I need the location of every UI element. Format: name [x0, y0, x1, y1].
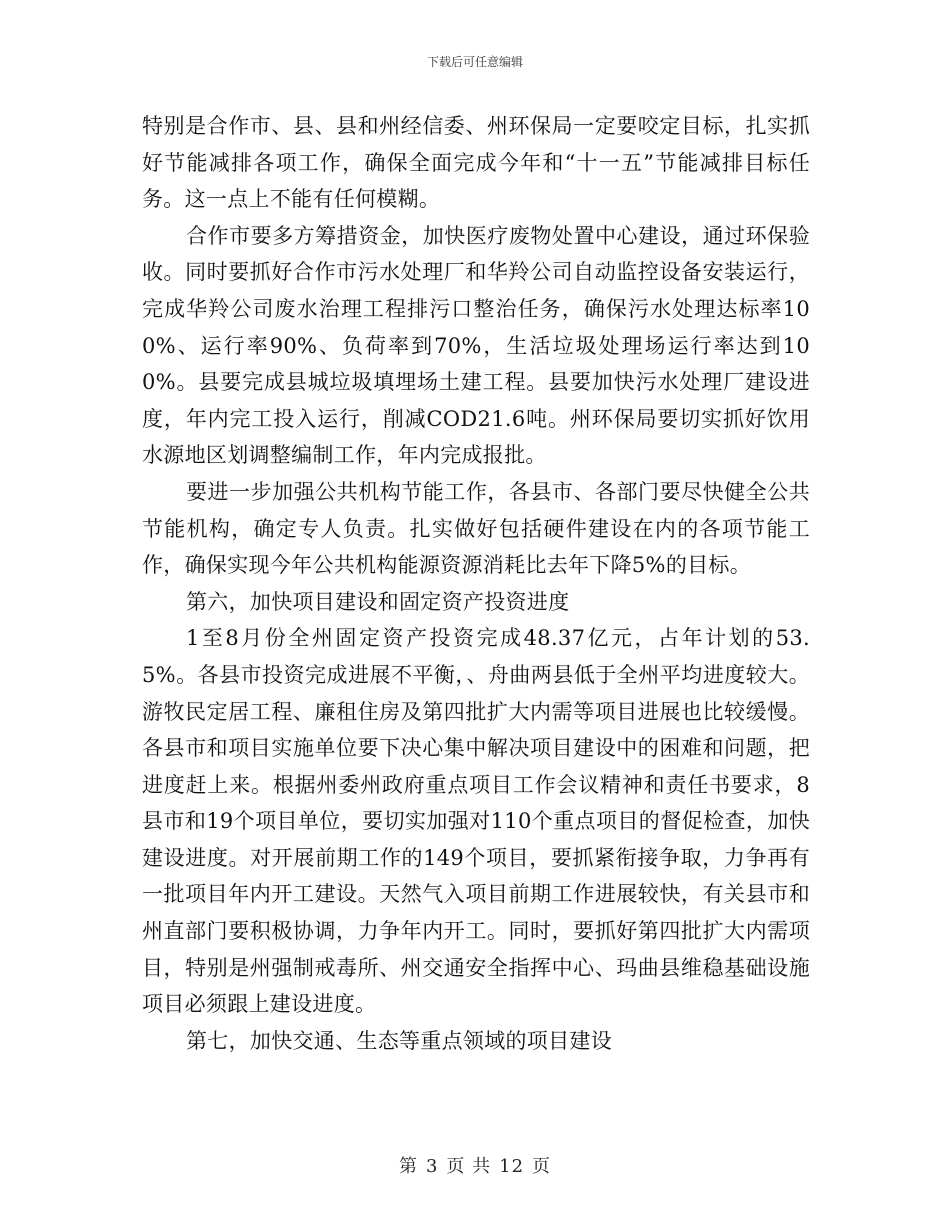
- footer-middle: 页 共: [446, 1156, 492, 1177]
- section-heading-six: 第六，加快项目建设和固定资产投资进度: [186, 589, 570, 614]
- section-heading-seven: 第七，加快交通、生态等重点领域的项目建设: [186, 1028, 612, 1053]
- footer-prefix: 第: [398, 1156, 418, 1177]
- paragraph-investment: 1至8月份全州固定资产投资完成48.37亿元，占年计划的53.5%。各县市投资完成进展不平衡，、舟曲两县低于全州平均进度较大。游牧民定居工程、廉租住房及第四批扩大内需等项目进展也比较缓慢。各县市和项目实施单位要下决心集中解决项目建设中的困难和问题，把进度赶上来。根据州委州政府重点项目工作会议精神和责任书要求，8县市和19个项目单位，要切实加强对110个重点项目的督促检查，加快建设进度。对开展前期工作的149个项目，要抓紧衔接争取，力争再有一批项目年内开工建设。天然气入项目前期工作进展较快，有关县市和州直部门要积极协调，力争年内开工。同时，要抓好第四批扩大内需项目，特别是州强制戒毒所、州交通安全指挥中心、玛曲县维稳基础设施项目必须跟上建设进度。: [142, 626, 810, 1017]
- footer-suffix: 页: [532, 1156, 552, 1177]
- footer-current-page: 3: [425, 1156, 439, 1177]
- footer-total-pages: 12: [499, 1156, 525, 1177]
- paragraph-continuation: 特别是合作市、县、县和州经信委、州环保局一定要咬定目标，扎实抓好节能减排各项工作，确保全面完成今年和“十一五”节能减排目标任务。这一点上不能有任何模糊。: [142, 114, 810, 212]
- page-header: 下载后可任意编辑: [426, 55, 523, 69]
- document-body: [142, 108, 810, 1059]
- page-number-footer: [0, 1152, 950, 1178]
- paragraph-hezuo-city: 合作市要多方筹措资金，加快医疗废物处置中心建设，通过环保验收。同时要抓好合作市污水处理厂和华羚公司自动监控设备安装运行，完成华羚公司废水治理工程排污口整治任务，确保污水处理达标率100%、运行率90%、负荷率到70%，生活垃圾处理场运行率达到100%。县要完成县城垃圾填埋场土建工程。县要加快污水处理厂建设进度，年内完工投入运行，削减COD21.6吨。州环保局要切实抓好饮用水源地区划调整编制工作，年内完成报批。: [142, 223, 810, 468]
- paragraph-public-institutions: 要进一步加强公共机构节能工作，各县市、各部门要尽快健全公共节能机构，确定专人负责。扎实做好包括硬件建设在内的各项节能工作，确保实现今年公共机构能源资源消耗比去年下降5%的目标。: [142, 479, 810, 578]
